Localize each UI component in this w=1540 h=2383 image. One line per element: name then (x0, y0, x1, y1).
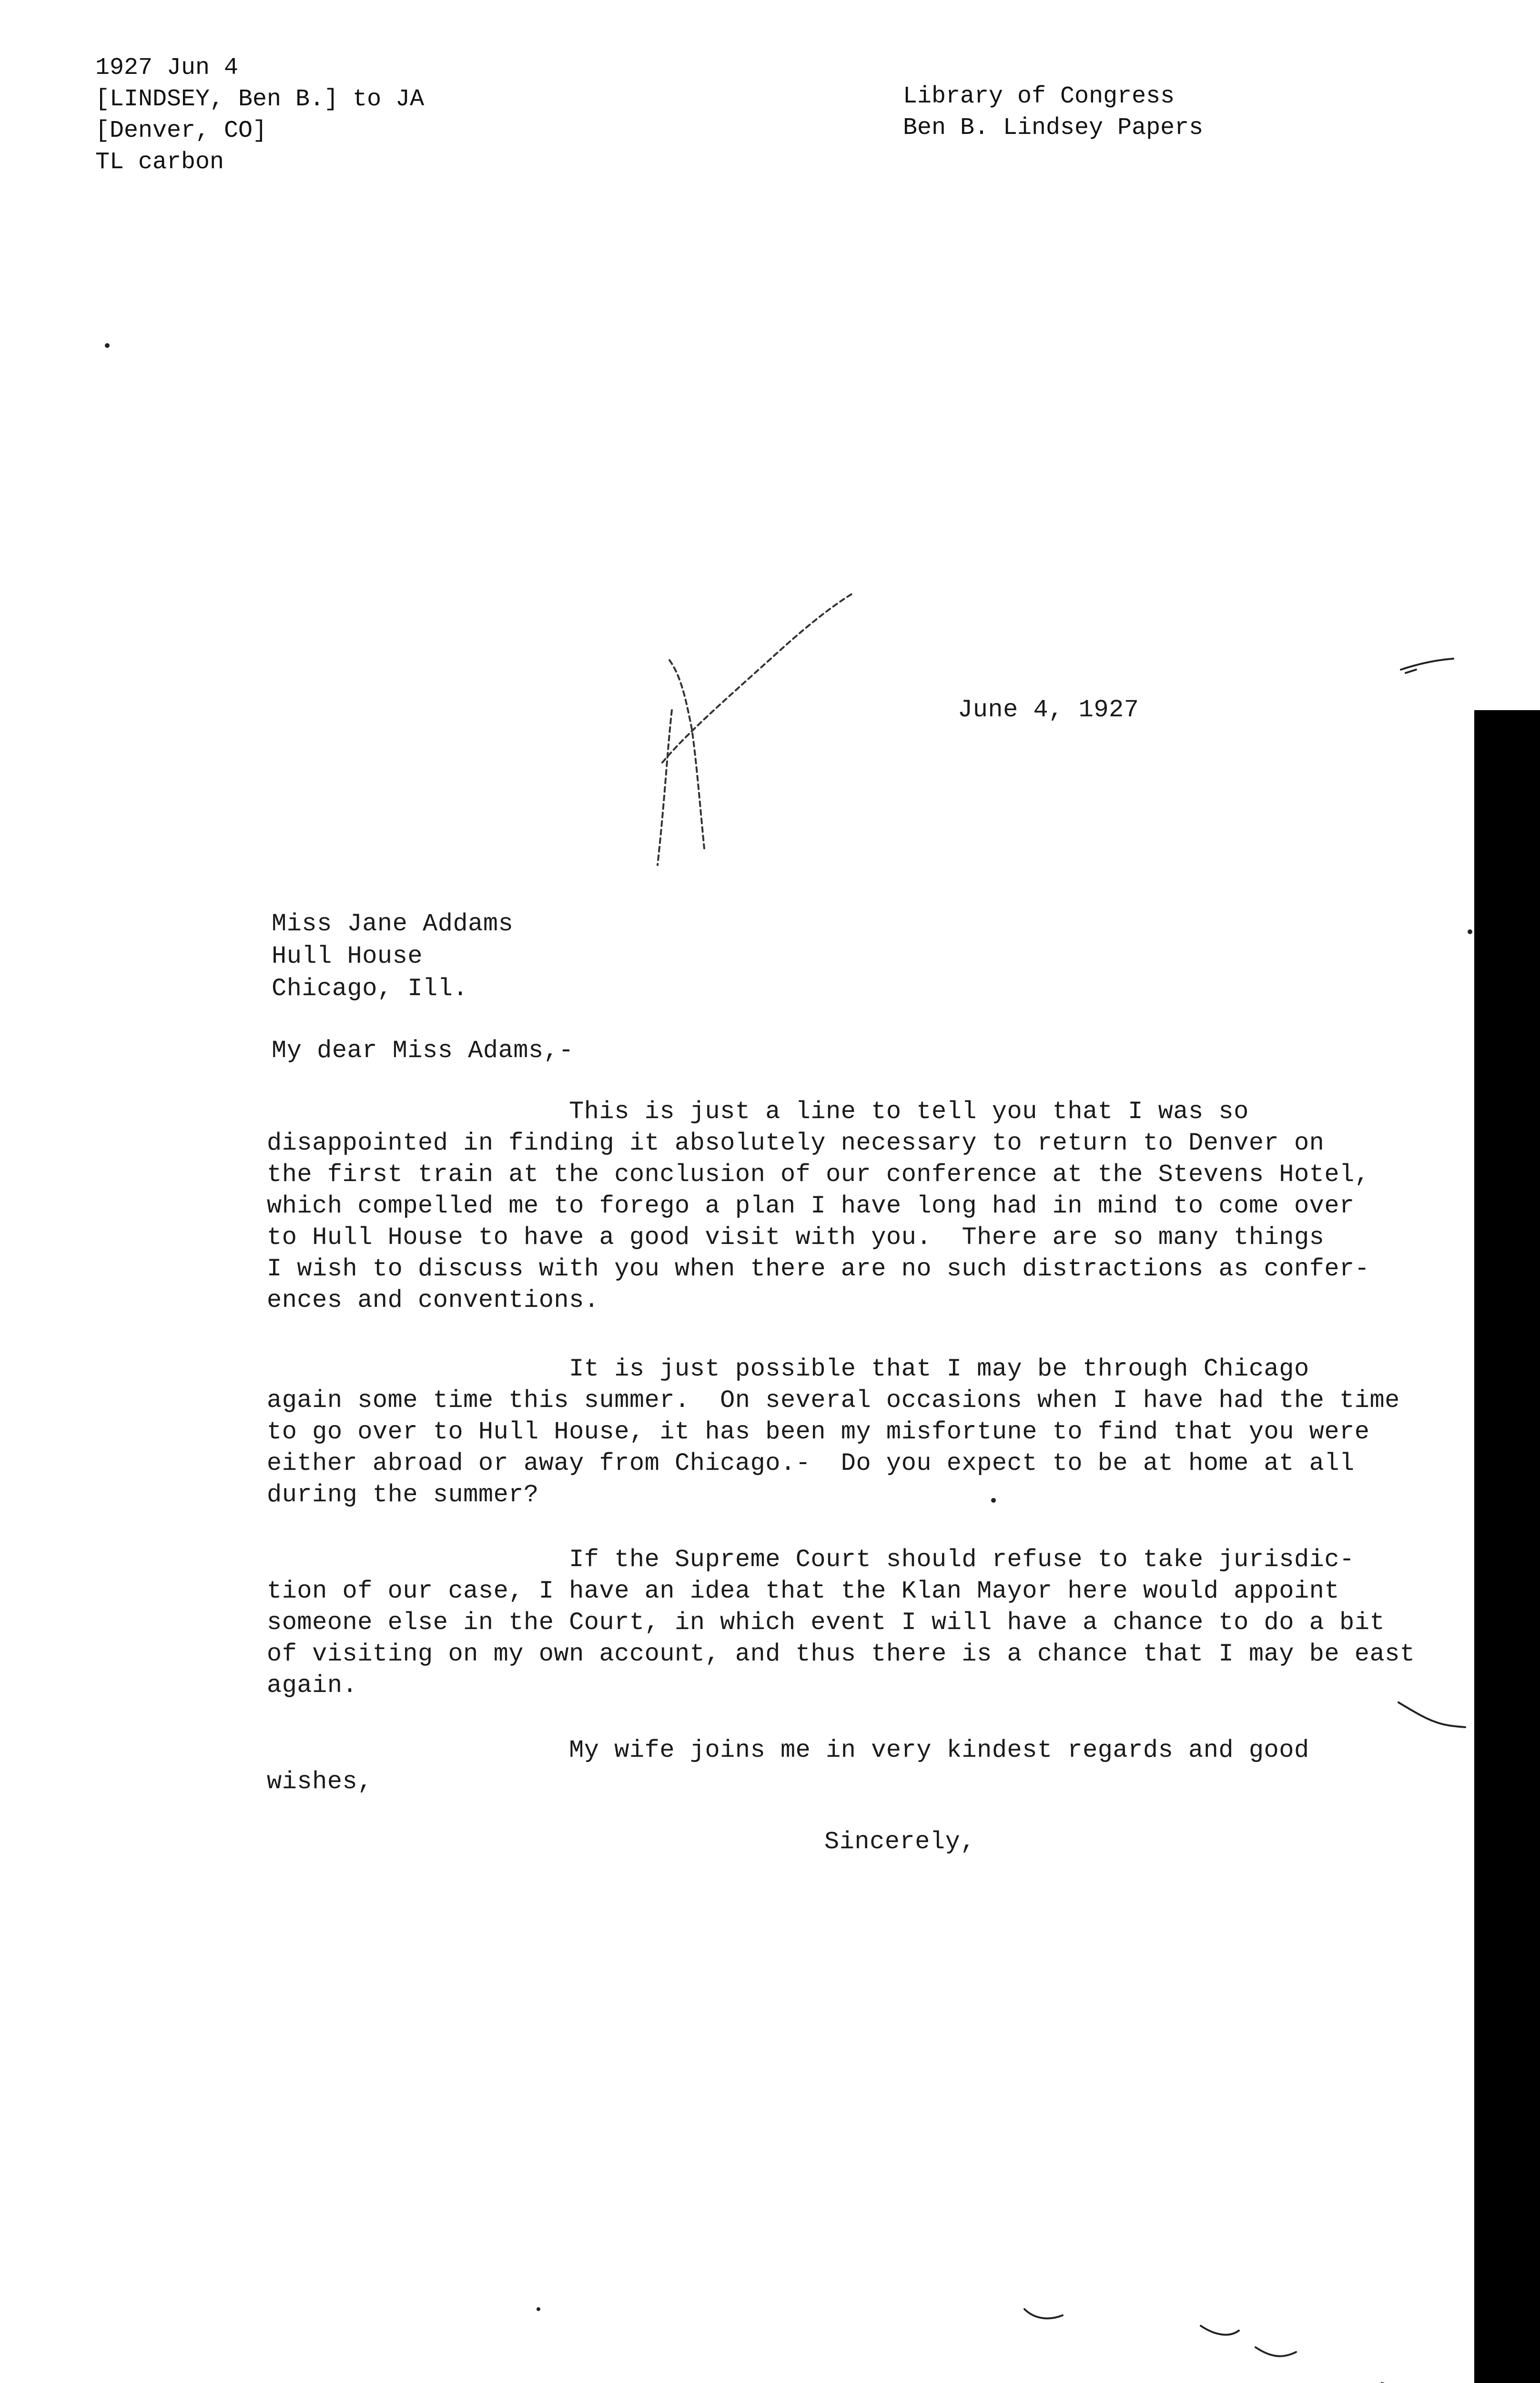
closing (267, 1735, 1309, 1798)
recipient-address (272, 908, 513, 1005)
archive-metadata (95, 52, 424, 178)
address-line: Hull House (272, 942, 423, 970)
stray-dots (105, 343, 1472, 2311)
text-line: tion of our case, I have an idea that the Klan Mayor here would appoint (267, 1577, 1340, 1605)
meta-line: [LINDSEY, Ben B.] to JA (95, 86, 425, 113)
address-line: Miss Jane Addams (272, 910, 514, 938)
text-line: to Hull House to have a good visit with you. There are so many things (267, 1223, 1325, 1252)
text-line: to go over to Hull House, it has been my misfortune to find that you were (267, 1418, 1370, 1446)
text-line: wishes, (267, 1768, 373, 1796)
text-line: This is just a line to tell you that I was so (267, 1098, 1249, 1126)
salutation: My dear Miss Adams,- (272, 1037, 574, 1065)
paragraph-3 (267, 1544, 1415, 1701)
meta-line: 1927 Jun 4 (95, 54, 239, 81)
meta-line: [Denver, CO] (95, 117, 267, 144)
paragraph-2 (267, 1354, 1415, 1511)
pencil-mark (658, 593, 853, 865)
meta-line: TL carbon (95, 149, 224, 176)
letter-date: June 4, 1927 (958, 696, 1139, 724)
source-line: Ben B. Lindsey Papers (903, 114, 1204, 142)
text-line: again. (267, 1671, 358, 1700)
scan-edge-right (1474, 710, 1540, 2383)
text-line: It is just possible that I may be through Chicago (267, 1355, 1309, 1383)
paragraph-1 (267, 1096, 1415, 1316)
text-line: ences and conventions. (267, 1286, 599, 1314)
text-line: during the summer? (267, 1481, 539, 1509)
text-line: either abroad or away from Chicago.- Do you expect to be at home at all (267, 1449, 1355, 1477)
address-line: Chicago, Ill. (272, 975, 468, 1003)
archive-source (903, 81, 1203, 144)
text-line: I wish to discuss with you when there are no such distractions as confer- (267, 1255, 1370, 1283)
stray-marks (1024, 659, 1465, 2383)
text-line: If the Supreme Court should refuse to take jurisdic- (267, 1546, 1355, 1574)
text-line: of visiting on my own account, and thus there is a chance that I may be east (267, 1640, 1415, 1668)
text-line: which compelled me to forego a plan I have long had in mind to come over (267, 1192, 1355, 1220)
text-line: My wife joins me in very kindest regards and good (267, 1736, 1309, 1764)
text-line: someone else in the Court, in which event I will have a chance to do a bit (267, 1609, 1385, 1637)
text-line: the first train at the conclusion of our conference at the Stevens Hotel, (267, 1161, 1370, 1189)
text-line: again some time this summer. On several occasions when I have had the time (267, 1386, 1400, 1415)
signoff: Sincerely, (824, 1828, 976, 1856)
source-line: Library of Congress (903, 83, 1175, 110)
text-line: disappointed in finding it absolutely necessary to return to Denver on (267, 1129, 1325, 1157)
